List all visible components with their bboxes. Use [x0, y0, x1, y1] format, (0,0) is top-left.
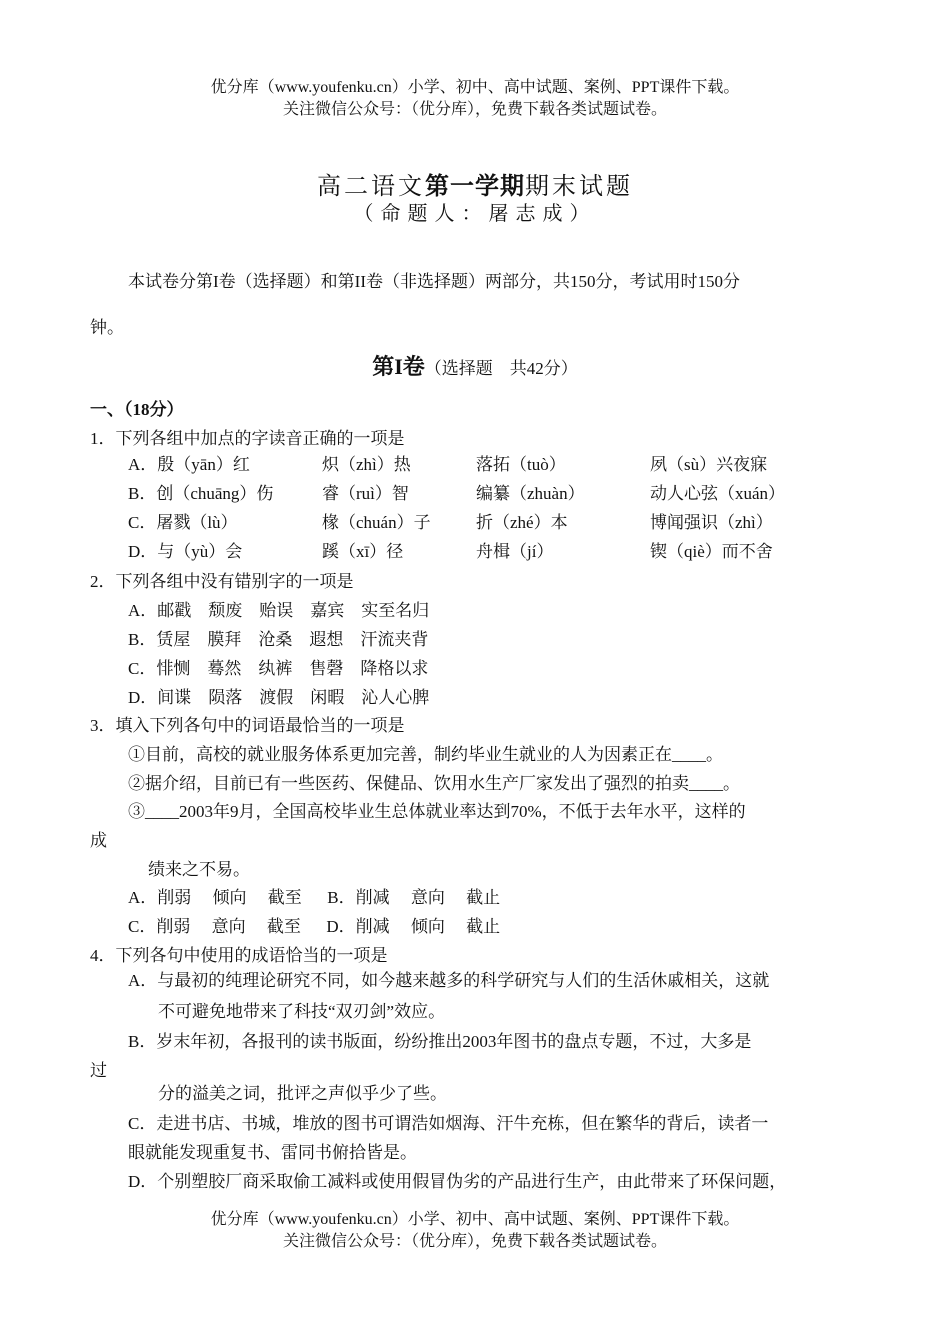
header-line-1: 优分库（www.youfenku.cn）小学、初中、高中试题、案例、PPT课件下载。 [210, 79, 740, 96]
q3-sentence-3: ③____2003年9月，全国高校毕业生总体就业率达到70%，不低于去年水平，这样的 [128, 802, 746, 821]
question-4-stem: 4．下列各句中使用的成语恰当的一项是 [90, 946, 388, 965]
q1-option-a-item-1: A．殷（yān）红 [128, 455, 250, 474]
q1-option-a-item-4: 夙（sù）兴夜寐 [650, 455, 768, 474]
q3-sentence-3-wrap: 成 [90, 831, 107, 850]
header-line-2: 关注微信公众号：（优分库），免费下载各类试题试卷。 [282, 101, 667, 118]
q2-option-d: D．间谍 陨落 渡假 闲暇 沁人心脾 [128, 688, 430, 707]
page-title: 高二语文第一学期期末试题 [317, 174, 633, 200]
q3-sentence-3-cont: 绩来之不易。 [148, 860, 250, 879]
q3-options-ab: A．削弱 倾向 截至 B．削减 意向 截止 [128, 888, 501, 907]
q4-option-d: D．个别塑胶厂商采取偷工减料或使用假冒伪劣的产品进行生产，由此带来了环保问题， [128, 1172, 787, 1191]
question-3-stem: 3．填入下列各句中的词语最恰当的一项是 [90, 716, 405, 735]
part-heading: 一、（18分） [90, 400, 184, 419]
q1-option-b-item-3: 编纂（zhuàn） [476, 484, 585, 503]
q1-option-d-item-4: 锲（qiè）而不舍 [650, 542, 773, 561]
page-subtitle: （命题人：屠志成） [353, 203, 597, 225]
q4-option-a-cont: 不可避免地带来了科技“双刃剑”效应。 [158, 1002, 446, 1021]
question-1-stem: 1．下列各组中加点的字读音正确的一项是 [90, 429, 405, 448]
q1-option-a-item-2: 炽（zhì）热 [322, 455, 411, 474]
q4-option-b-cont: 分的溢美之词，批评之声似乎少了些。 [158, 1084, 447, 1103]
intro-line-1: 本试卷分第I卷（选择题）和第II卷（非选择题）两部分，共150分，考试用时150分 [128, 272, 740, 291]
q3-sentence-2: ②据介绍，目前已有一些医药、保健品、饮用水生产厂家发出了强烈的拍卖____。 [128, 774, 740, 793]
q1-option-b-item-4: 动人心弦（xuán） [650, 484, 786, 503]
q2-option-b: B．赁屋 膜拜 沧桑 遐想 汗流夹背 [128, 630, 429, 649]
q4-option-a: A．与最初的纯理论研究不同，如今越来越多的科学研究与人们的生活休戚相关，这就 [128, 971, 770, 990]
q1-option-d-item-3: 舟楫（jí） [476, 542, 554, 561]
intro-line-2: 钟。 [90, 318, 124, 337]
q3-sentence-1: ①目前，高校的就业服务体系更加完善，制约毕业生就业的人为因素正在____。 [128, 745, 723, 764]
q1-option-a-item-3: 落拓（tuò） [476, 455, 566, 474]
question-2-stem: 2．下列各组中没有错别字的一项是 [90, 572, 354, 591]
q1-option-c-item-4: 博闻强识（zhì） [650, 513, 773, 532]
section-heading: 第I卷（选择题 共42分） [372, 354, 578, 379]
q4-option-c: C．走进书店、书城，堆放的图书可谓浩如烟海、汗牛充栋，但在繁华的背后，读者一 [128, 1114, 769, 1133]
q1-option-b-item-1: B．创（chuāng）伤 [128, 484, 274, 503]
q4-option-b-wrap: 过 [90, 1061, 107, 1080]
q2-option-a: A．邮戳 颓废 贻误 嘉宾 实至名归 [128, 601, 430, 620]
q3-options-cd: C．削弱 意向 截至 D．削减 倾向 截止 [128, 917, 501, 936]
q1-option-b-item-2: 睿（ruì）智 [322, 484, 409, 503]
q4-option-b: B．岁末年初，各报刊的读书版面，纷纷推出2003年图书的盘点专题，不过，大多是 [128, 1032, 752, 1051]
footer-line-1: 优分库（www.youfenku.cn）小学、初中、高中试题、案例、PPT课件下载。 [210, 1211, 740, 1228]
q1-option-c-item-1: C．屠戮（lù） [128, 513, 238, 532]
q4-option-c-cont: 眼就能发现重复书、雷同书俯拾皆是。 [128, 1143, 417, 1162]
footer-line-2: 关注微信公众号：（优分库），免费下载各类试题试卷。 [282, 1233, 667, 1250]
q1-option-c-item-2: 椽（chuán）子 [322, 513, 431, 532]
q1-option-d-item-1: D．与（yù）会 [128, 542, 243, 561]
q2-option-c: C．悱恻 蓦然 纨裤 售磬 降格以求 [128, 659, 429, 678]
q1-option-c-item-3: 折（zhé）本 [476, 513, 568, 532]
q1-option-d-item-2: 蹊（xī）径 [322, 542, 404, 561]
